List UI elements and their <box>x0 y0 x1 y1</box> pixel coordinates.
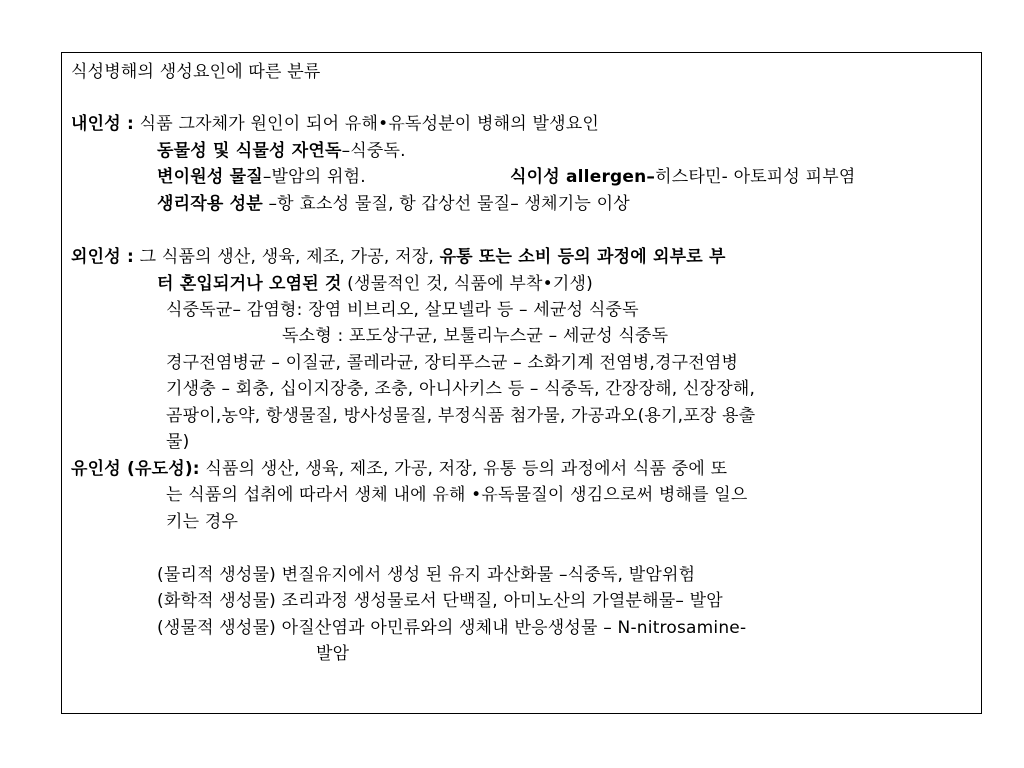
product-label: (생물적 생성물) <box>157 618 277 638</box>
product-text: 변질유지에서 생성 된 유지 과산화물 –식중독, 발암위험 <box>281 565 696 585</box>
product-label: (화학적 생성물) <box>157 591 277 611</box>
endogenous-item <box>157 140 406 162</box>
exogenous-intro-rest: (생물적인 것, 식품에 부착•기생) <box>341 274 593 294</box>
product-continuation: 발암 <box>316 644 350 664</box>
induced-text: 키는 경우 <box>166 512 239 532</box>
induced-text: 는 식품의 섭취에 따라서 생체 내에 유해 •유독물질이 생김으로써 병해를 일으 <box>166 485 748 505</box>
induced-label: 유인성 (유도성): <box>71 459 200 479</box>
endogenous-item <box>157 166 366 188</box>
exogenous-detail: 식중독균– 감염형: 장염 비브리오, 살모넬라 등 – 세균성 식중독 <box>166 300 639 320</box>
exogenous-detail: 물) <box>166 432 190 452</box>
endogenous-item-text: –발암의 위험. <box>262 167 366 187</box>
exogenous-intro-bold: 유통 또는 소비 등의 과정에 외부로 부 <box>439 247 726 267</box>
content-box <box>61 52 982 714</box>
endogenous-item-term: 동물성 및 식물성 자연독 <box>157 141 342 161</box>
exogenous-detail: 곰팡이,농약, 항생물질, 방사성물질, 부정식품 첨가물, 가공과오(용기,포장 용출 <box>166 406 756 426</box>
endogenous-definition: 식품 그자체가 원인이 되어 유해•유독성분이 병해의 발생요인 <box>139 114 599 134</box>
exogenous-line <box>157 273 593 295</box>
document-title: 식성병해의 생성요인에 따른 분류 <box>71 62 321 82</box>
exogenous-label: 외인성 : <box>71 247 134 267</box>
product-line <box>157 617 746 639</box>
endogenous-item-term: 변이원성 물질 <box>157 167 263 187</box>
endogenous-item-term: 식이성 allergen– <box>510 167 656 187</box>
induced-line <box>71 458 727 480</box>
product-text: 조리과정 생성물로서 단백질, 아미노산의 가열분해물– 발암 <box>281 591 723 611</box>
exogenous-detail: 기생충 – 회충, 십이지장충, 조충, 아니사키스 등 – 식중독, 간장장해, 신장장해, <box>166 379 756 399</box>
product-label: (물리적 생성물) <box>157 565 277 585</box>
endogenous-label: 내인성 : <box>71 114 134 134</box>
endogenous-item-term: 생리작용 성분 <box>157 194 263 214</box>
exogenous-detail: 독소형 : 포도상구균, 보툴리누스균 – 세균성 식중독 <box>282 326 669 346</box>
endogenous-item-text: –항 효소성 물질, 항 갑상선 물질– 생체기능 이상 <box>262 194 630 214</box>
endogenous-line <box>71 113 599 135</box>
exogenous-intro: 그 식품의 생산, 생육, 제조, 가공, 저장, <box>139 247 440 267</box>
product-text: 아질산염과 아민류와의 생체내 반응생성물 – N-nitrosamine- <box>281 618 747 638</box>
product-line <box>157 564 695 586</box>
endogenous-item <box>157 193 630 215</box>
induced-text: 식품의 생산, 생육, 제조, 가공, 저장, 유통 등의 과정에서 식품 중에 또 <box>199 459 728 479</box>
exogenous-intro-bold: 터 혼입되거나 오염된 것 <box>157 274 342 294</box>
endogenous-item-text: –식중독. <box>341 141 406 161</box>
endogenous-item-text: 히스타민- 아토피성 피부염 <box>655 167 856 187</box>
endogenous-item <box>510 166 856 188</box>
exogenous-detail: 경구전염병균 – 이질균, 콜레라균, 장티푸스균 – 소화기계 전염병,경구전염병 <box>166 353 739 373</box>
product-line <box>157 590 723 612</box>
exogenous-line <box>71 246 726 268</box>
